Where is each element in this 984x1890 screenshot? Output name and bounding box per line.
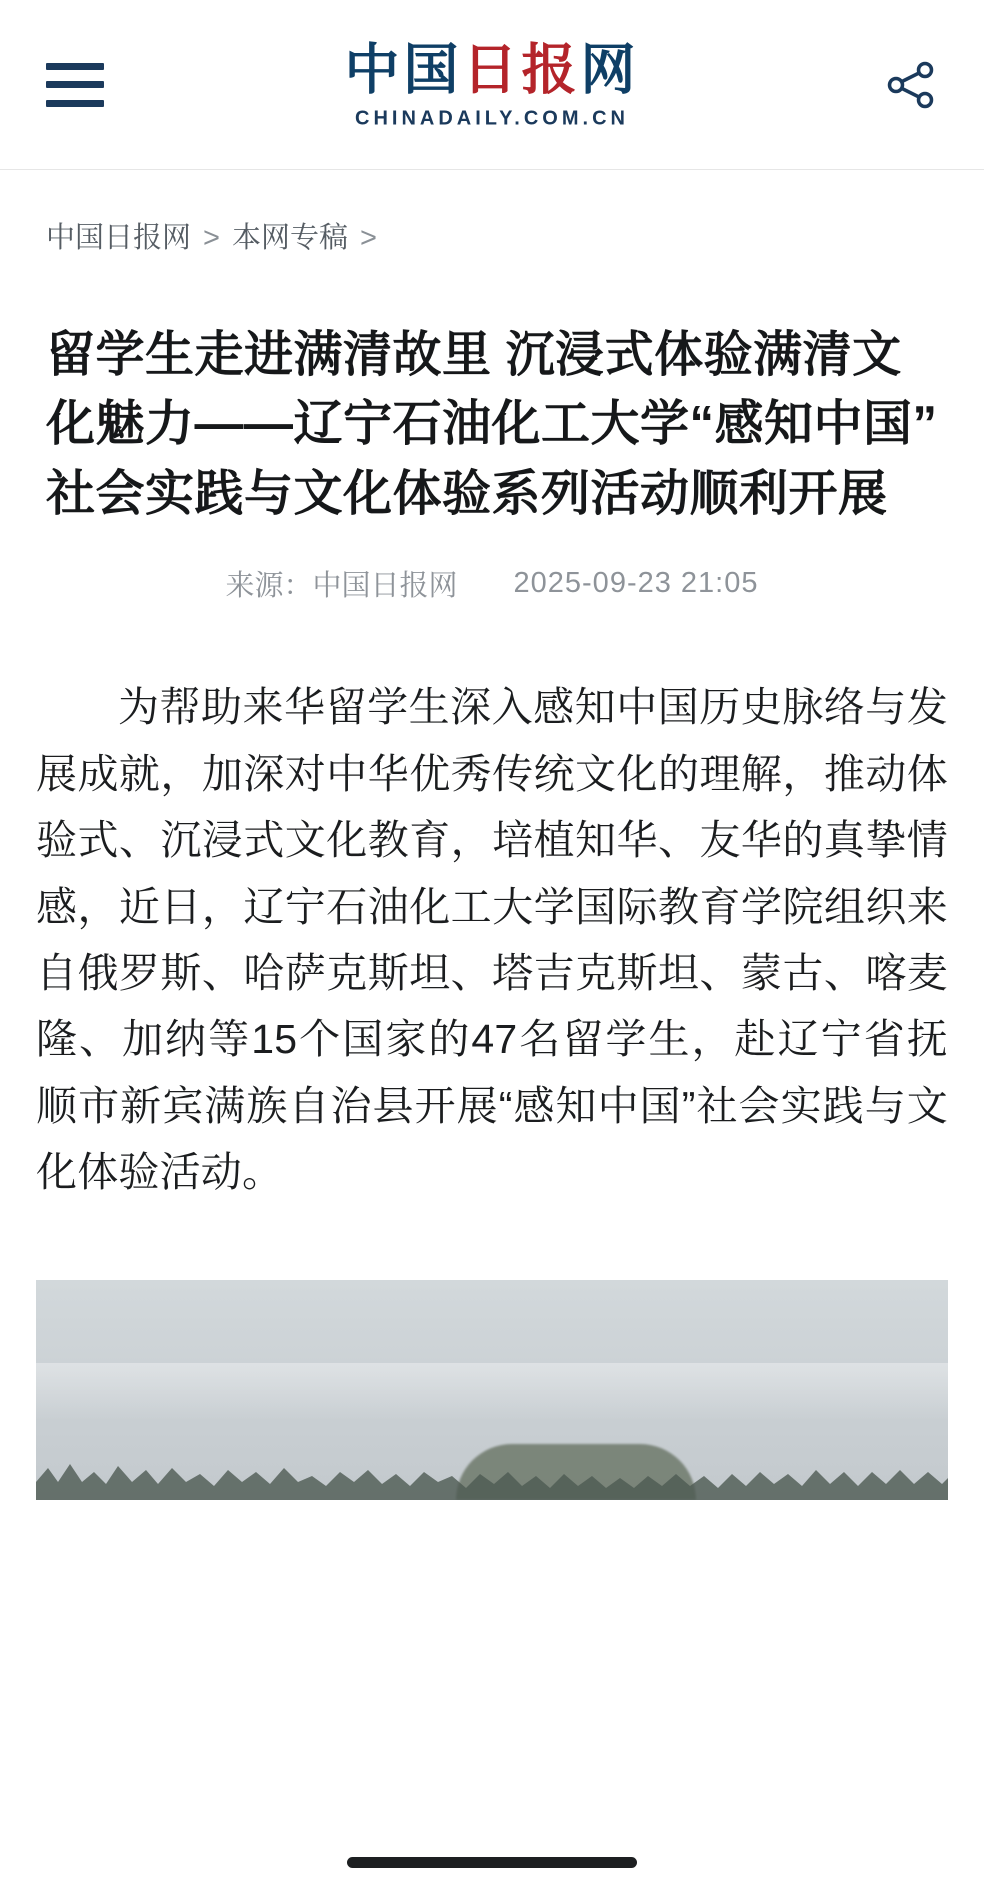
site-logo-english: CHINADAILY.COM.CN <box>355 107 629 130</box>
article-source-label: 来源： <box>225 570 313 603</box>
article-paragraph: 为帮助来华留学生深入感知中国历史脉络与发展成就，加深对中华优秀传统文化的理解，推动体验式、沉浸式文化教育，培植知华、友华的真挚情感，近日，辽宁石油化工大学国际教育学院组织来自俄罗斯、哈萨克斯坦、塔吉克斯坦、蒙古、喀麦隆、加纳等15个国家的47名留学生，赴辽宁省抚顺市新宾满族自治县开展“感知中国”社会实践与文化体验活动。 <box>36 684 948 1196</box>
article-source-name: 中国日报网 <box>312 570 458 603</box>
site-header <box>0 0 984 170</box>
site-logo[interactable] <box>282 35 702 131</box>
hamburger-bar-2 <box>46 81 104 88</box>
breadcrumb-separator-1: > <box>203 222 220 254</box>
image-cloud-band <box>36 1363 948 1420</box>
article-source <box>225 563 457 604</box>
image-treeline <box>36 1442 948 1500</box>
article-image <box>36 1280 948 1500</box>
site-logo-chinese <box>282 35 702 101</box>
breadcrumb <box>0 170 984 259</box>
breadcrumb-item-home[interactable]: 中国日报网 <box>46 222 192 254</box>
article-meta <box>0 529 984 604</box>
hamburger-menu-icon[interactable] <box>46 63 104 107</box>
breadcrumb-item-category[interactable]: 本网专稿 <box>231 222 348 254</box>
share-icon[interactable] <box>884 58 938 112</box>
article-datetime: 2025-09-23 21:05 <box>513 567 759 600</box>
hamburger-bar-1 <box>46 63 104 70</box>
logo-text-part1: 中国 <box>344 35 463 101</box>
breadcrumb-separator-2: > <box>359 222 377 254</box>
page-title: 留学生走进满清故里 沉浸式体验满清文化魅力——辽宁石油化工大学“感知中国”社会实践与文化体验系列活动顺利开展 <box>46 327 938 521</box>
article-body <box>0 604 984 1205</box>
home-indicator <box>347 1857 637 1868</box>
hamburger-bar-3 <box>46 100 104 107</box>
logo-text-part2: 日报 <box>462 35 581 101</box>
logo-text-part3: 网 <box>580 35 640 101</box>
